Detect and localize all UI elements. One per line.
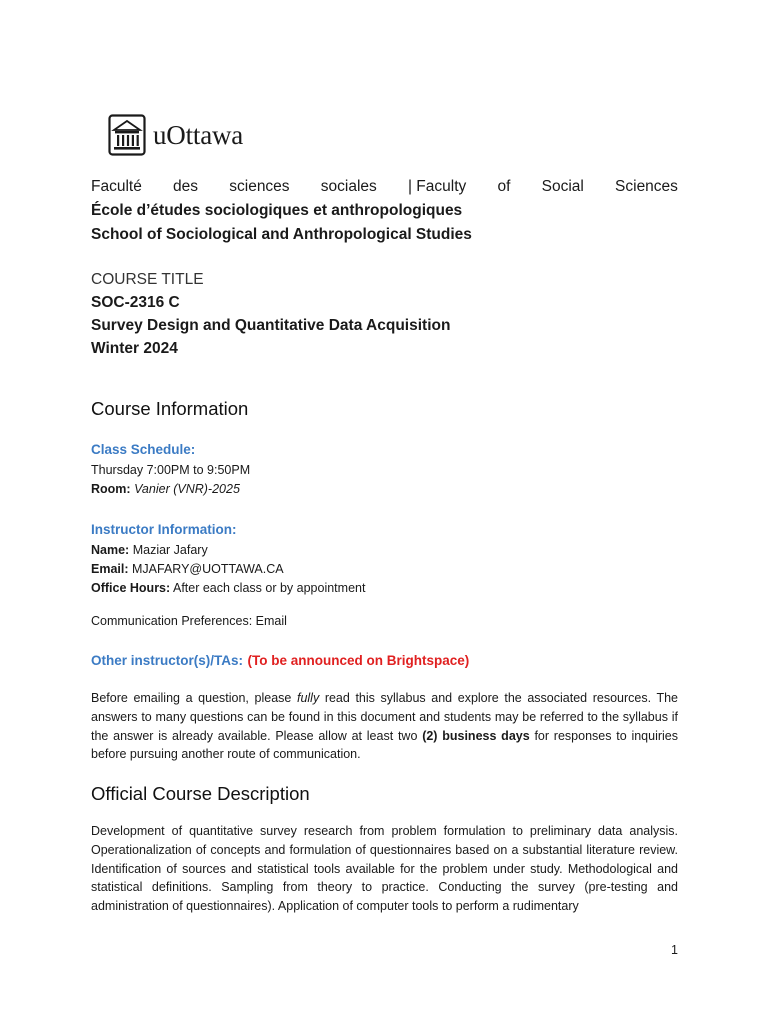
class-schedule-heading: Class Schedule: bbox=[91, 442, 196, 457]
course-term: Winter 2024 bbox=[91, 340, 178, 357]
faculty-word: sciences bbox=[229, 178, 290, 195]
email-guidance-paragraph bbox=[91, 689, 678, 764]
office-hours-label: Office Hours: bbox=[91, 581, 171, 595]
faculty-line bbox=[91, 178, 678, 196]
note-bold: (2) business days bbox=[422, 728, 530, 743]
official-description-paragraph: Development of quantitative survey research from problem formulation to preliminary data analysis. Operationalization of concepts and formulation of questionnaires based on a substantial literature review. Identification of sources and statistical tools available for the problem under study. Methodological and statistical definitions. Sampling from theory to practice. Conducting the survey (pre-testing and administration of questionnaires). Application of computer tools to perform a rudimentary bbox=[91, 824, 678, 914]
name-label: Name: bbox=[91, 543, 130, 557]
schedule-time: Thursday 7:00PM to 9:50PM bbox=[91, 463, 251, 477]
course-code: SOC-2316 C bbox=[91, 294, 180, 311]
communication-preferences: Communication Preferences: Email bbox=[91, 614, 287, 628]
faculty-word: Social bbox=[541, 178, 584, 195]
instructor-block bbox=[91, 541, 678, 598]
uottawa-logo bbox=[108, 114, 243, 156]
faculty-word: of bbox=[497, 178, 511, 195]
note-text: read this syllabus and explore the associated resources. The answers to many questions can be found in this document and students may be referred to the syllabus if the answer is already available. Please allow at least two bbox=[91, 691, 679, 743]
email-label: Email: bbox=[91, 562, 129, 576]
faculty-word: des bbox=[173, 178, 199, 195]
faculty-word: Sciences bbox=[615, 178, 678, 195]
instructor-name: Maziar Jafary bbox=[132, 543, 208, 557]
course-name: Survey Design and Quantitative Data Acquisition bbox=[91, 317, 451, 334]
email-line bbox=[91, 560, 678, 579]
course-title-label: COURSE TITLE bbox=[91, 271, 204, 288]
logo-wordmark: uOttawa bbox=[153, 119, 244, 150]
room-line bbox=[91, 480, 678, 499]
course-information-heading: Course Information bbox=[91, 398, 249, 419]
class-schedule-block bbox=[91, 461, 678, 499]
other-instructors-value: (To be announced on Brightspace) bbox=[247, 653, 470, 668]
room-label: Room: bbox=[91, 482, 131, 496]
room-value: Vanier (VNR)-2025 bbox=[134, 482, 240, 496]
other-instructors-line bbox=[91, 652, 678, 670]
faculty-word: sociales bbox=[320, 178, 377, 195]
instructor-heading: Instructor Information: bbox=[91, 522, 237, 537]
other-instructors-label: Other instructor(s)/TAs: bbox=[91, 653, 244, 668]
school-name-fr: École d’études sociologiques et anthropologiques bbox=[91, 202, 463, 219]
faculty-word: | Faculty bbox=[407, 178, 467, 195]
instructor-email: MJAFARY@UOTTAWA.CA bbox=[132, 562, 284, 576]
note-text: for responses to inquiries before pursuing another route of communication. bbox=[91, 728, 678, 762]
school-name-en: School of Sociological and Anthropological Studies bbox=[91, 226, 472, 243]
university-building-icon bbox=[108, 114, 146, 156]
page-number: 1 bbox=[671, 943, 678, 957]
note-emphasis: fully bbox=[296, 691, 320, 705]
name-line bbox=[91, 541, 678, 560]
office-hours-line bbox=[91, 579, 678, 598]
office-hours-value: After each class or by appointment bbox=[172, 581, 366, 595]
faculty-word: Faculté bbox=[91, 178, 142, 195]
official-description-heading: Official Course Description bbox=[91, 783, 310, 804]
note-text: Before emailing a question, please bbox=[91, 691, 297, 705]
